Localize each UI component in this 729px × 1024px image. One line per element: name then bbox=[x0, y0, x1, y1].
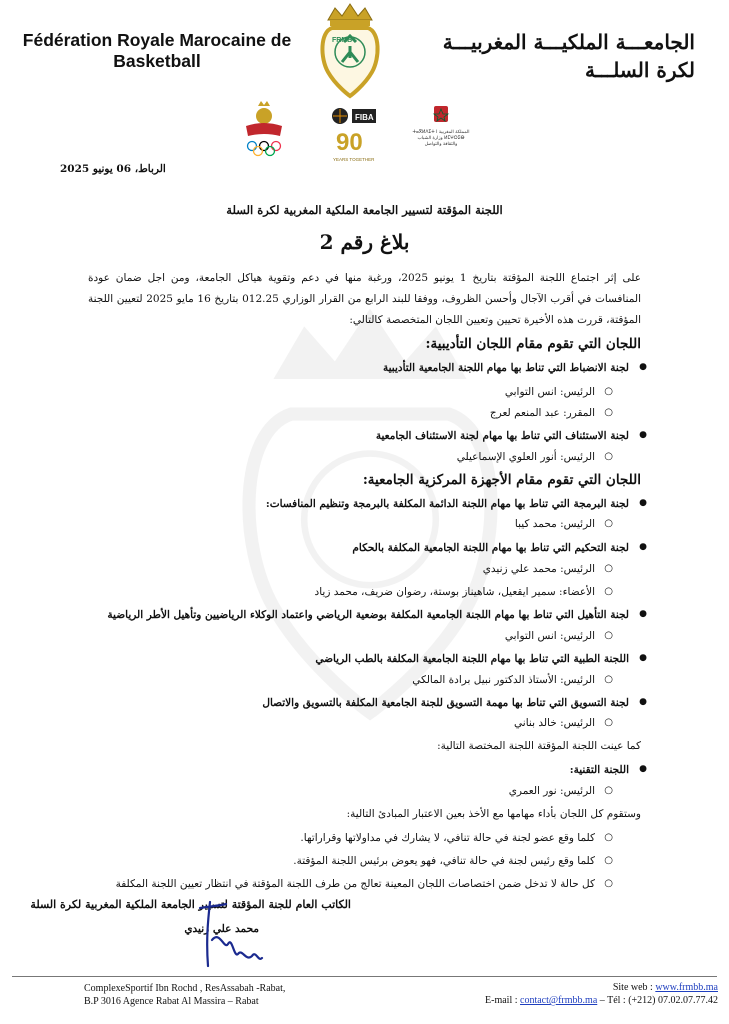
fiba-text: FIBA bbox=[355, 113, 374, 122]
footer-email-link[interactable]: contact@frmbb.ma bbox=[520, 995, 598, 1006]
years-together-text: YEARS TOGETHER bbox=[333, 157, 375, 162]
crest-letters: FRMB bbox=[332, 37, 353, 44]
footer-web-link[interactable]: www.frmbb.ma bbox=[655, 982, 718, 993]
footer-web-label: Site web : bbox=[612, 982, 653, 993]
section2-item-3-sub-1: الرئيس: انس التوابي ○ bbox=[505, 630, 595, 642]
section1-item-1-sub-1: الرئيس: انس التوابي ○ bbox=[505, 386, 595, 398]
ninety-text: 90 bbox=[336, 129, 363, 156]
technical-intro: كما عينت اللجنة المؤقتة اللجنة المختصة التالية: bbox=[437, 740, 641, 752]
section2-item-4-sub-1: الرئيس: الأستاذ الدكتور نبيل برادة المالكي ○ bbox=[412, 674, 595, 686]
section1-item-2-title: لجنة الاستئناف التي تناط بها مهام لجنة الاستئناف الجامعية ● bbox=[376, 430, 629, 442]
section2-item-1-title: لجنة البرمجة التي تناط بها مهام اللجنة الدائمة المكلفة بالبرمجة وتنظيم المنافسات: ● bbox=[266, 498, 629, 510]
section2-item-3-title: لجنة التأهيل التي تناط بها مهام اللجنة الجامعية المكلفة بوضعية الرياضي واعتماد الوكلاء الرياضيين وتأهيل الأطر الرياضية ● bbox=[107, 609, 629, 621]
ministry-text: المملكة المغربية ⵜⴰⴳⵍⴷⵉⵜ ⵏ ⵍⵎⵖⵔⵉⴱ وزارة الشباب والثقافة والتواصل bbox=[412, 130, 470, 147]
section1-item-1-title: لجنة الانضباط التي تناط بها مهام اللجنة الجامعية التأديبية ● bbox=[383, 362, 629, 374]
handwritten-signature bbox=[190, 900, 270, 970]
principle-2: كلما وقع رئيس لجنة في حالة تنافي، فهو يعوض برئيس اللجنة المؤقتة. ○ bbox=[293, 855, 595, 867]
section2-item-2-sub-1: الرئيس: محمد علي زنيدي ○ bbox=[483, 563, 595, 575]
footer-address bbox=[84, 982, 294, 1008]
fiba-90-years-logo bbox=[330, 106, 380, 164]
federation-name-ar bbox=[435, 28, 695, 84]
section2-item-1-sub-1: الرئيس: محمد كيبا ○ bbox=[515, 518, 595, 530]
section1-heading: اللجان التي تقوم مقام اللجان التأديبية: bbox=[425, 336, 641, 352]
footer-contact bbox=[456, 981, 718, 1007]
section2-item-2-sub-2: الأعضاء: سمير ايقعيل، شاهيناز بوستة، رضوان ضريف، محمد زياد ○ bbox=[315, 586, 595, 598]
frmb-crest-logo bbox=[318, 2, 382, 100]
ministry-emblem-icon bbox=[412, 104, 470, 126]
footer-address-line1: ComplexeSportif Ibn Rochd , ResAssabah -Rabat, bbox=[84, 983, 286, 994]
principle-1: كلما وقع عضو لجنة في حالة تنافي، لا يشارك في مداولاتها وقراراتها. ○ bbox=[300, 832, 595, 844]
document-date: الرباط، 06 يونيو 2025 bbox=[60, 163, 166, 175]
principles-intro: وستقوم كل اللجان بأداء مهامها مع الأخذ بعين الاعتبار المبادئ التالية: bbox=[346, 808, 641, 820]
section2-item-5-title: لجنة التسويق التي تناط بها مهمة التسويق للجنة الجامعية المكلفة بالتسويق والاتصال ● bbox=[262, 697, 629, 709]
footer-address-line2: B.P 3016 Agence Rabat Al Massira – Rabat bbox=[84, 996, 259, 1007]
section2-item-5-sub-1: الرئيس: خالد بناني ○ bbox=[514, 717, 595, 729]
bulletin-title: بلاغ رقم 2 bbox=[319, 230, 410, 254]
section1-item-1-sub-2: المقرر: عبد المنعم لعرج ○ bbox=[490, 407, 595, 419]
footer-divider bbox=[12, 976, 717, 977]
footer-email-label: E-mail : bbox=[485, 995, 518, 1006]
technical-sub-1: الرئيس: نور العمري ○ bbox=[509, 785, 595, 797]
section2-heading: اللجان التي تقوم مقام الأجهزة المركزية الجامعية: bbox=[362, 472, 641, 488]
technical-title: اللجنة التقنية: ● bbox=[570, 764, 629, 776]
principle-3: كل حالة لا تدخل ضمن اختصاصات اللجان المعينة تعالج من طرف اللجنة المؤقتة في انتظار تعيين اللجنة المكلفة ○ bbox=[116, 878, 595, 890]
olympic-committee-logo bbox=[240, 100, 288, 158]
section2-item-4-title: اللجنة الطبية التي تناط بها مهام اللجنة الجامعية المكلفة بالطب الرياضي ● bbox=[315, 653, 629, 665]
signature-name: محمد علي زنيدي bbox=[184, 923, 259, 935]
federation-name-ar-line2: لكرة السلـــة bbox=[584, 58, 695, 82]
ministry-logo bbox=[412, 104, 470, 162]
federation-name-fr: Fédération Royale Marocaine de Basketball bbox=[22, 30, 292, 71]
footer-phone: – Tél : (+212) 07.02.07.77.42 bbox=[599, 995, 718, 1006]
section1-item-2-sub-1: الرئيس: أنور العلوي الإسماعيلي ○ bbox=[457, 451, 595, 463]
intro-paragraph: على إثر اجتماع اللجنة المؤقتة بتاريخ 1 يونيو 2025، ورغبة منها في دعم وتقوية هياكل الجامعة، ومن اجل ضمان عودة المنافسات في أقرب الآجال وأحسن الظروف، ووفقا للبند الرابع من القرار الوزاري 012.25 بتاريخ 16 مايو 2025 لتعيين اللجنة المؤقتة، قررت هذه الأخيرة تحيين وتعيين اللجان المتخصصة كالتالي: bbox=[88, 272, 642, 326]
section2-item-2-title: لجنة التحكيم التي تناط بها مهام اللجنة الجامعية المكلفة بالحكام ● bbox=[352, 542, 629, 554]
committee-title: اللجنة المؤقتة لتسيير الجامعة الملكية المغربية لكرة السلة bbox=[226, 203, 503, 217]
signature-title: الكاتب العام للجنة المؤقتة لتسيير الجامعة الملكية المغربية لكرة السلة bbox=[30, 898, 351, 911]
federation-name-ar-line1: الجامعـــة الملكيـــة المغربيـــة bbox=[442, 30, 695, 54]
